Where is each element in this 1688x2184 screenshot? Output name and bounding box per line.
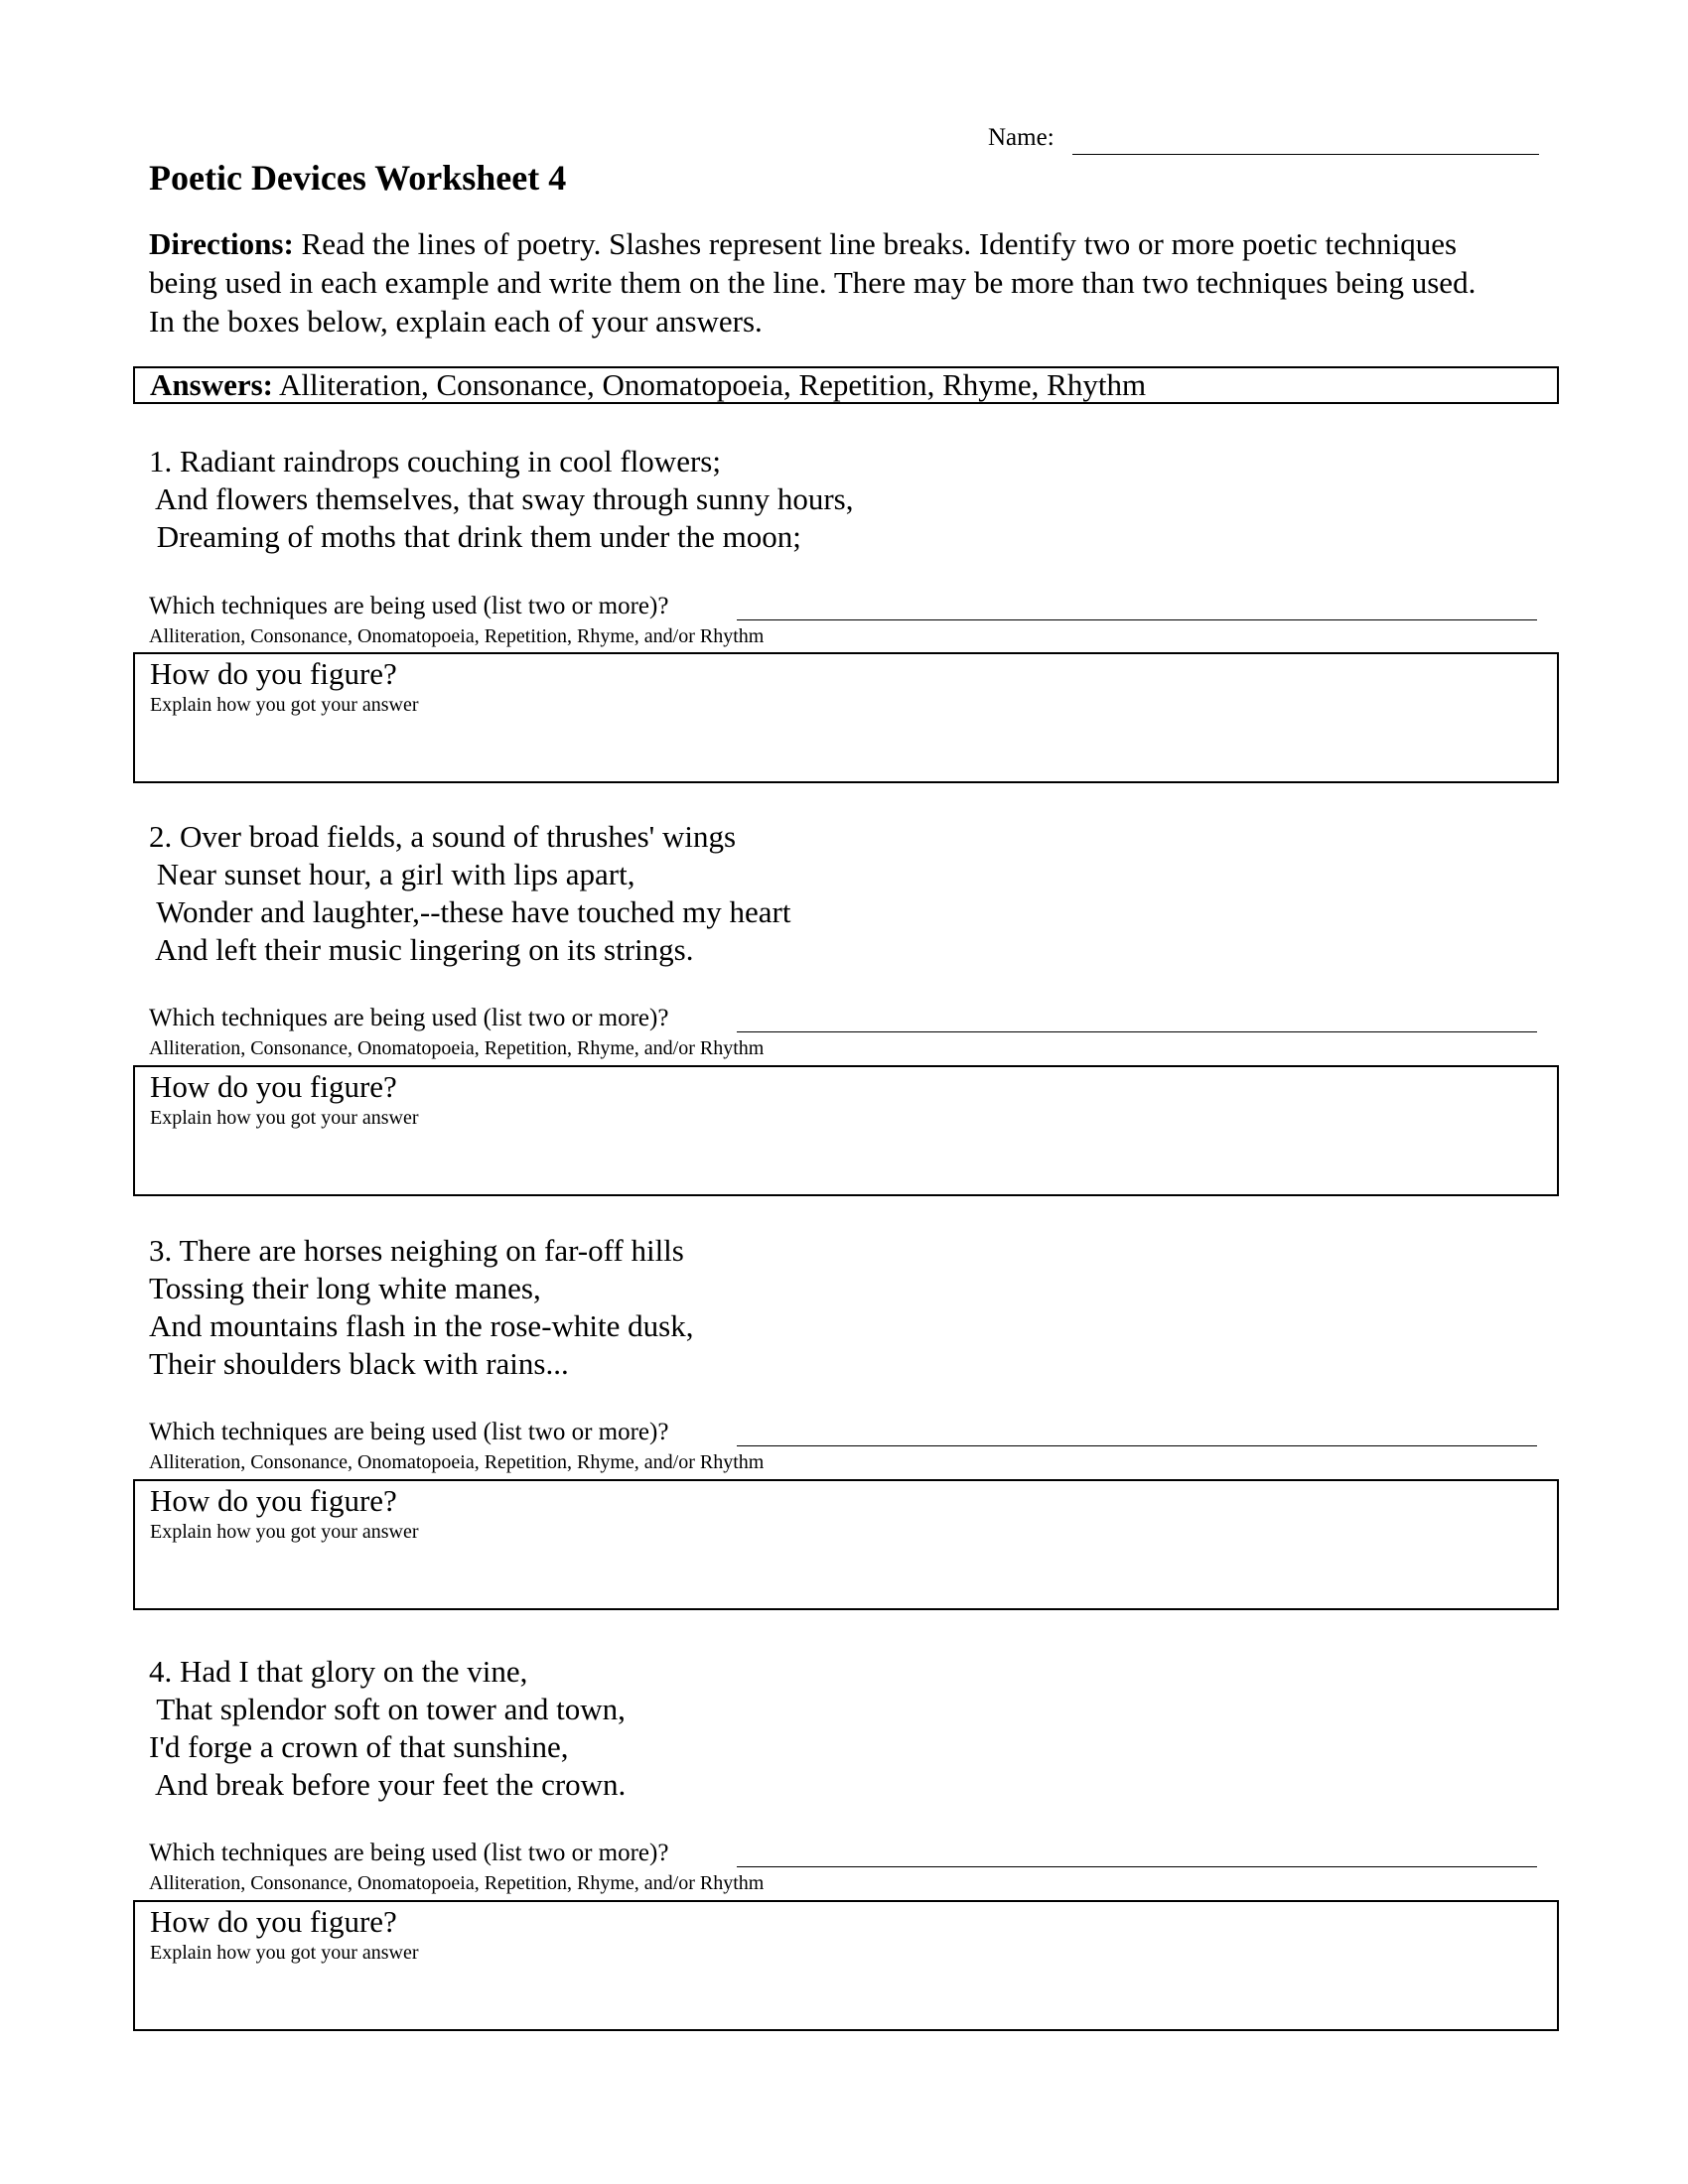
poem-line: Tossing their long white manes, (149, 1271, 541, 1305)
explanation-box[interactable] (133, 1900, 1559, 2031)
techniques-hint: Alliteration, Consonance, Onomatopoeia, Repetition, Rhyme, and/or Rhythm (149, 1451, 765, 1473)
poem-line: I'd forge a crown of that sunshine, (149, 1729, 569, 1764)
techniques-answer-line[interactable] (737, 1031, 1537, 1032)
directions (149, 224, 1499, 341)
techniques-answer-line[interactable] (737, 619, 1537, 620)
techniques-answer-line[interactable] (737, 1866, 1537, 1867)
directions-label: Directions: (149, 226, 294, 261)
poem-line: Their shoulders black with rains... (149, 1346, 569, 1381)
techniques-hint: Alliteration, Consonance, Onomatopoeia, Repetition, Rhyme, and/or Rhythm (149, 625, 765, 647)
poem-line: 4. Had I that glory on the vine, (149, 1654, 528, 1689)
techniques-hint: Alliteration, Consonance, Onomatopoeia, Repetition, Rhyme, and/or Rhythm (149, 1872, 765, 1894)
answers-text: Alliteration, Consonance, Onomatopoeia, Repetition, Rhyme, Rhythm (273, 367, 1147, 402)
figure-subtitle: Explain how you got your answer (150, 1107, 419, 1129)
poem-line: Wonder and laughter,--these have touched my heart (149, 894, 791, 929)
figure-title: How do you figure? (150, 656, 397, 691)
poem-line: And mountains flash in the rose-white dusk, (149, 1308, 694, 1343)
page-title: Poetic Devices Worksheet 4 (149, 158, 567, 198)
poem-line: 2. Over broad fields, a sound of thrushes' wings (149, 819, 737, 854)
figure-title: How do you figure? (150, 1069, 397, 1104)
poem-line: Near sunset hour, a girl with lips apart, (149, 857, 635, 891)
answers-box (133, 366, 1559, 404)
name-label: Name: (988, 124, 1055, 151)
which-techniques-prompt: Which techniques are being used (list two or more)? (149, 1419, 669, 1445)
figure-subtitle: Explain how you got your answer (150, 1942, 419, 1964)
figure-subtitle: Explain how you got your answer (150, 694, 419, 716)
poem-line: 3. There are horses neighing on far-off hills (149, 1233, 684, 1268)
poem-line: And break before your feet the crown. (149, 1767, 627, 1802)
which-techniques-prompt: Which techniques are being used (list two or more)? (149, 1840, 669, 1866)
answers-label: Answers: (150, 367, 273, 402)
name-field[interactable] (1072, 154, 1539, 155)
which-techniques-prompt: Which techniques are being used (list two or more)? (149, 1005, 669, 1031)
figure-title: How do you figure? (150, 1483, 397, 1518)
poem-line: Dreaming of moths that drink them under the moon; (149, 519, 801, 554)
figure-title: How do you figure? (150, 1904, 397, 1939)
explanation-box[interactable] (133, 1065, 1559, 1196)
poem-line: That splendor soft on tower and town, (149, 1692, 626, 1726)
poem-line: And left their music lingering on its strings. (149, 932, 694, 967)
poem-line: 1. Radiant raindrops couching in cool flowers; (149, 444, 721, 478)
explanation-box[interactable] (133, 1479, 1559, 1610)
techniques-hint: Alliteration, Consonance, Onomatopoeia, Repetition, Rhyme, and/or Rhythm (149, 1037, 765, 1059)
figure-subtitle: Explain how you got your answer (150, 1521, 419, 1543)
directions-text: Read the lines of poetry. Slashes represent line breaks. Identify two or more poetic techniques being used in each example and write them on the line. There may be more than two techniques being used. In the boxes below, explain each of your answers. (149, 226, 1477, 339)
which-techniques-prompt: Which techniques are being used (list two or more)? (149, 593, 669, 619)
explanation-box[interactable] (133, 652, 1559, 783)
techniques-answer-line[interactable] (737, 1445, 1537, 1446)
poem-line: And flowers themselves, that sway through sunny hours, (149, 481, 854, 516)
